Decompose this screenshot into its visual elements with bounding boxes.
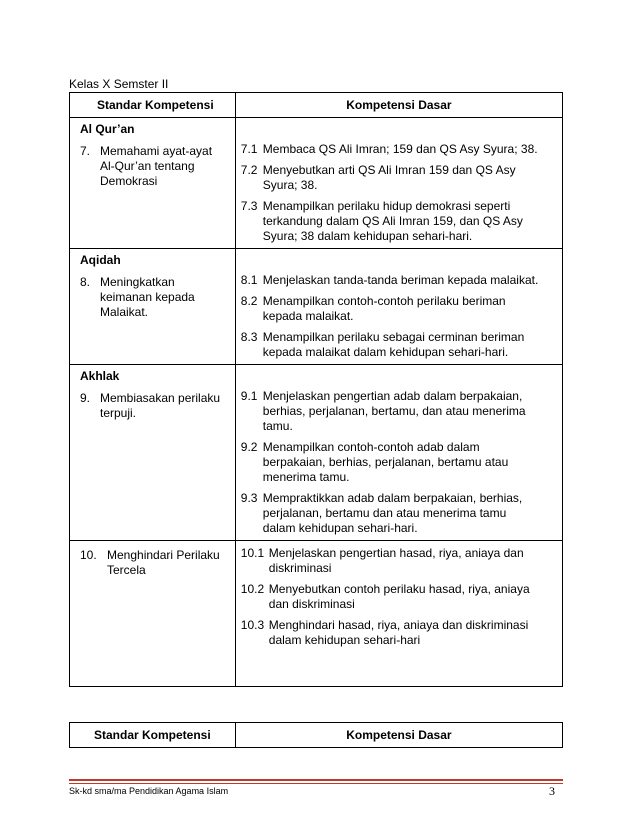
category-row (70, 365, 563, 385)
kompetensi-text: Menyebutkan contoh perilaku hasad, riya, aniaya dan diskriminasi (268, 582, 530, 611)
kompetensi-text: Membaca QS Ali Imran; 159 dan QS Asy Syura; 38. (262, 142, 538, 156)
kompetensi-number: 9.2 (240, 440, 258, 454)
standar-kompetensi-cell (70, 268, 236, 365)
continuation-table-header (69, 722, 563, 748)
competency-table (69, 92, 563, 687)
kompetensi-number: 10.2 (240, 582, 265, 596)
kompetensi-number: 7.2 (240, 163, 258, 177)
page-heading: Kelas X Semster II (69, 77, 169, 91)
category-spacer (235, 365, 562, 385)
kompetensi-text: Menjelaskan tanda-tanda beriman kepada malaikat. (262, 273, 539, 287)
standar-item (80, 548, 227, 578)
standar-text: Menghindari Perilaku Tercela (107, 548, 220, 577)
kompetensi-text: Menjelaskan pengertian hasad, riya, aniaya dan diskriminasi (268, 546, 524, 575)
kompetensi-text: Menampilkan contoh-contoh perilaku beriman kepada malaikat. (262, 294, 506, 323)
kompetensi-item (241, 273, 542, 288)
kompetensi-item (241, 389, 542, 434)
kompetensi-dasar-cell (235, 268, 562, 365)
kompetensi-dasar-cell (235, 541, 562, 687)
standar-kompetensi-cell (70, 541, 236, 687)
standar-text: Meningkatkan keimanan kepada Malaikat. (100, 275, 195, 319)
table-row (70, 541, 563, 687)
table-row (70, 384, 563, 541)
kompetensi-dasar-cell (235, 137, 562, 249)
kompetensi-item (241, 199, 542, 244)
kompetensi-text: Menjelaskan pengertian adab dalam berpakaian, berhias, perjalanan, bertamu, dan atau menerima tamu. (262, 389, 526, 433)
kompetensi-item (241, 546, 542, 576)
kompetensi-text: Menampilkan perilaku sebagai cerminan beriman kepada malaikat dalam kehidupan sehari-hari. (262, 330, 525, 359)
kompetensi-item (241, 294, 542, 324)
standar-number: 10. (80, 548, 97, 562)
standar-kompetensi-cell (70, 137, 236, 249)
standar-item (80, 144, 227, 189)
kompetensi-item (241, 330, 542, 360)
standar-number: 7. (80, 144, 91, 158)
standar-kompetensi-cell (70, 384, 236, 541)
kompetensi-item (241, 142, 542, 157)
category-label: Al Qur’an (70, 118, 236, 138)
kompetensi-dasar-cell (235, 384, 562, 541)
kompetensi-text: Menyebutkan arti QS Ali Imran 159 dan QS Asy Syura; 38. (262, 163, 516, 192)
kompetensi-number: 9.1 (240, 389, 258, 403)
column-header-standar: Standar Kompetensi (70, 93, 236, 118)
footer-rule-thin (69, 783, 563, 784)
kompetensi-item (241, 618, 542, 648)
standar-number: 8. (80, 275, 91, 289)
category-spacer (235, 118, 562, 138)
footer-title: Sk-kd sma/ma Pendidikan Agama Islam (69, 786, 229, 796)
kompetensi-text: Menampilkan contoh-contoh adab dalam berpakaian, berhias, perjalanan, bertamu atau menerima tamu. (262, 440, 509, 484)
kompetensi-number: 7.1 (240, 142, 258, 156)
kompetensi-item (241, 491, 542, 536)
kompetensi-item (241, 440, 542, 485)
column-header-standar: Standar Kompetensi (70, 723, 236, 748)
kompetensi-item (241, 163, 542, 193)
standar-item (80, 391, 227, 421)
table-header-row (70, 93, 563, 118)
standar-text: Membiasakan perilaku terpuji. (100, 391, 221, 420)
page-footer (69, 786, 563, 796)
column-header-kompetensi: Kompetensi Dasar (235, 723, 562, 748)
category-row (70, 118, 563, 138)
column-header-kompetensi: Kompetensi Dasar (235, 93, 562, 118)
standar-number: 9. (80, 391, 91, 405)
kompetensi-number: 8.1 (240, 273, 258, 287)
standar-item (80, 275, 227, 320)
kompetensi-number: 7.3 (240, 199, 258, 213)
kompetensi-number: 10.3 (240, 618, 265, 632)
category-spacer (235, 249, 562, 269)
kompetensi-number: 8.3 (240, 330, 258, 344)
category-label: Aqidah (70, 249, 236, 269)
kompetensi-number: 10.1 (240, 546, 265, 560)
standar-text: Memahami ayat-ayat Al-Qur’an tentang Demokrasi (100, 144, 213, 188)
kompetensi-text: Menghindari hasad, riya, aniaya dan diskriminasi dalam kehidupan sehari-hari (268, 618, 529, 647)
kompetensi-number: 9.3 (240, 491, 258, 505)
kompetensi-text: Menampilkan perilaku hidup demokrasi seperti terkandung dalam QS Ali Imran 159, dan QS Asy Syura; 38 dalam kehidupan sehari-hari. (262, 199, 523, 243)
table-header-row (70, 723, 563, 748)
table-row (70, 137, 563, 249)
table-row (70, 268, 563, 365)
page-number: 3 (549, 784, 555, 798)
category-label: Akhlak (70, 365, 236, 385)
kompetensi-text: Mempraktikkan adab dalam berpakaian, berhias, perjalanan, bertamu dan atau menerima tamu dalam kehidupan sehari-hari. (262, 491, 523, 535)
kompetensi-number: 8.2 (240, 294, 258, 308)
kompetensi-item (241, 582, 542, 612)
category-row (70, 249, 563, 269)
footer-rule (69, 779, 563, 781)
